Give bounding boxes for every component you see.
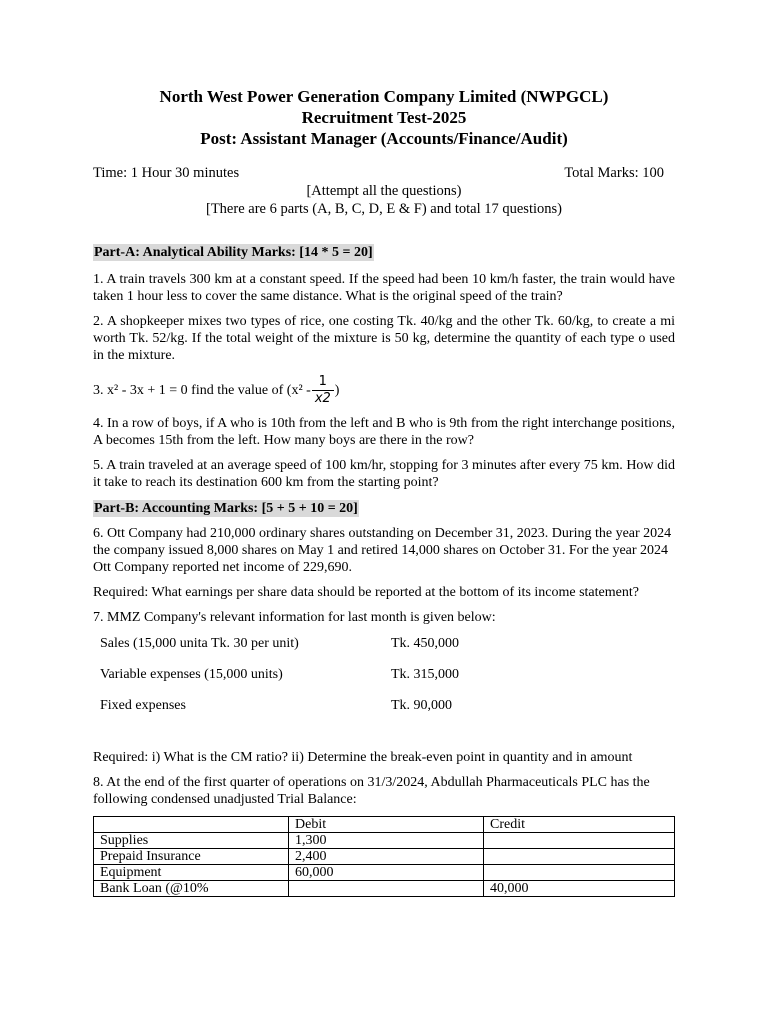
mmz-label: Sales (15,000 unita Tk. 30 per unit) bbox=[100, 636, 299, 651]
table-row bbox=[94, 881, 675, 897]
table-cell bbox=[484, 849, 675, 865]
table-row bbox=[94, 849, 675, 865]
table-cell: 1,300 bbox=[289, 833, 484, 849]
mmz-label: Fixed expenses bbox=[100, 698, 186, 713]
question-3-text: 3. x² - 3x + 1 = 0 find the value of (x² - bbox=[93, 382, 311, 398]
question-5: 5. A train traveled at an average speed of 100 km/hr, stopping for 3 minutes after every 75 km. How did it take to reach its destination 600 km from the starting point? bbox=[93, 458, 675, 490]
time-allowed: Time: 1 Hour 30 minutes bbox=[93, 165, 240, 181]
question-8: 8. At the end of the first quarter of operations on 31/3/2024, Abdullah Pharmaceuticals PLC has the following condensed unadjusted Trial Balance: bbox=[93, 775, 650, 807]
question-2: 2. A shopkeeper mixes two types of rice, one costing Tk. 40/kg and the other Tk. 60/kg, to create a mi worth Tk. 52/kg. If the total weight of the mixture is 50 kg, determine the quantity of each type o used in the mixture. bbox=[93, 314, 675, 363]
mmz-label: Variable expenses (15,000 units) bbox=[100, 667, 283, 682]
parts-instruction: [There are 6 parts (A, B, C, D, E & F) and total 17 questions) bbox=[206, 201, 562, 217]
table-header-cell bbox=[94, 817, 289, 833]
table-cell: 40,000 bbox=[484, 881, 675, 897]
post-title: Post: Assistant Manager (Accounts/Finance/Audit) bbox=[200, 129, 568, 148]
table-cell: Supplies bbox=[94, 833, 289, 849]
question-6: 6. Ott Company had 210,000 ordinary shares outstanding on December 31, 2023. During the year 2024 the company issued 8,000 shares on May 1 and retired 14,000 shares on October 31. For the year 2024 Ott Company reported net income of 229,690. bbox=[93, 526, 672, 575]
fraction-denominator: x2 bbox=[312, 390, 334, 407]
table-cell: 2,400 bbox=[289, 849, 484, 865]
mmz-row bbox=[100, 636, 675, 667]
test-title: Recruitment Test-2025 bbox=[301, 108, 467, 127]
table-header-row bbox=[94, 817, 675, 833]
attempt-instruction: [Attempt all the questions) bbox=[306, 183, 462, 199]
part-b-heading: Part-B: Accounting Marks: [5 + 5 + 10 = 20] bbox=[94, 501, 358, 516]
question-6-required: Required: What earnings per share data should be reported at the bottom of its income statement? bbox=[93, 585, 639, 600]
question-3 bbox=[93, 374, 675, 407]
table-row bbox=[94, 833, 675, 849]
fraction-numerator: 1 bbox=[318, 374, 327, 389]
question-7-required: Required: i) What is the CM ratio? ii) Determine the break-even point in quantity and in amount bbox=[93, 750, 633, 765]
table-cell: Bank Loan (@10% bbox=[94, 881, 289, 897]
part-a-heading: Part-A: Analytical Ability Marks: [14 * 5 = 20] bbox=[94, 245, 373, 260]
mmz-row bbox=[100, 698, 675, 729]
table-cell bbox=[484, 833, 675, 849]
table-cell: Equipment bbox=[94, 865, 289, 881]
table-row bbox=[94, 865, 675, 881]
exam-page bbox=[93, 86, 675, 897]
mmz-info-table bbox=[100, 636, 675, 729]
question-1: 1. A train travels 300 km at a constant speed. If the speed had been 10 km/h faster, the train would have taken 1 hour less to cover the same distance. What is the original speed of the train? bbox=[93, 272, 675, 304]
exam-meta bbox=[93, 164, 675, 182]
exam-header bbox=[93, 86, 675, 149]
mmz-value: Tk. 90,000 bbox=[391, 698, 453, 713]
trial-balance-table bbox=[93, 816, 675, 897]
mmz-row bbox=[100, 667, 675, 698]
table-header-cell: Debit bbox=[289, 817, 484, 833]
question-3-close: ) bbox=[334, 382, 340, 398]
mmz-value: Tk. 450,000 bbox=[391, 636, 460, 651]
table-cell bbox=[289, 881, 484, 897]
question-7: 7. MMZ Company's relevant information for last month is given below: bbox=[93, 610, 496, 625]
question-4: 4. In a row of boys, if A who is 10th from the left and B who is 9th from the right interchange positions, A becomes 15th from the left. How many boys are there in the row? bbox=[93, 416, 675, 448]
table-header-cell: Credit bbox=[484, 817, 675, 833]
total-marks: Total Marks: 100 bbox=[564, 165, 664, 181]
table-cell bbox=[484, 865, 675, 881]
mmz-value: Tk. 315,000 bbox=[391, 667, 460, 682]
table-cell: 60,000 bbox=[289, 865, 484, 881]
table-cell: Prepaid Insurance bbox=[94, 849, 289, 865]
question-3-fraction bbox=[312, 374, 334, 407]
company-title: North West Power Generation Company Limited (NWPGCL) bbox=[159, 87, 609, 106]
